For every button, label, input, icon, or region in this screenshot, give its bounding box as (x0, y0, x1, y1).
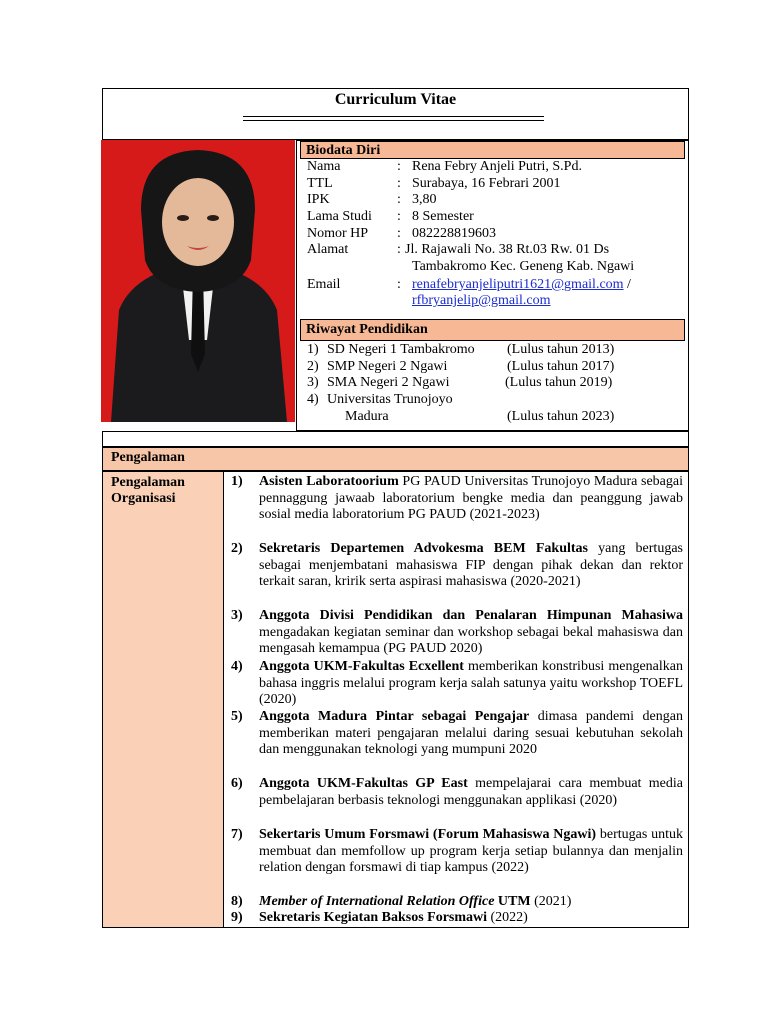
field-value: Jl. Rajawali No. 38 Rt.03 Rw. 01 Ds (405, 242, 610, 257)
person-photo-illustration (101, 140, 295, 422)
email-separator: / (623, 277, 631, 292)
item-title: Anggota Divisi Pendidikan dan Penalaran Himpunan Mahasiwa (259, 608, 683, 623)
experience-heading-row (102, 447, 689, 471)
item-num: 4) (231, 659, 243, 674)
item-num: 2) (231, 541, 243, 556)
item-num: 7) (231, 827, 243, 842)
email-value-2 (412, 293, 550, 309)
field-value: 082228819603 (412, 226, 496, 241)
email-link-1[interactable]: renafebryanjeliputri1621@gmail.com (412, 277, 624, 292)
item-title: Member of International Relation Office (259, 894, 495, 909)
item-num: 9) (231, 910, 243, 925)
experience-item (259, 910, 683, 927)
spacer-row (102, 431, 689, 447)
experience-item (259, 608, 683, 658)
profile-photo (101, 140, 295, 422)
field-value: Rena Febry Anjeli Putri, S.Pd. (412, 159, 582, 174)
experience-item (259, 659, 683, 709)
education-num: 3) (307, 375, 319, 390)
experience-item (259, 709, 683, 759)
item-title: Anggota UKM-Fakultas Ecxellent (259, 659, 464, 674)
field-value: 3,80 (412, 192, 437, 207)
field-label: TTL (307, 176, 333, 191)
item-title-suffix: UTM (494, 894, 531, 909)
education-school-continued: Madura (345, 409, 389, 424)
experience-item (259, 827, 683, 877)
experience-item (259, 776, 683, 809)
field-label: Nomor HP (307, 226, 369, 241)
item-title: Asisten Laboratoorium (259, 474, 399, 489)
item-desc: (2022) (487, 910, 528, 925)
field-colon: : (397, 277, 401, 292)
education-year: (Lulus tahun 2017) (507, 359, 615, 374)
item-title: Anggota Madura Pintar sebagai Pengajar (259, 709, 530, 724)
education-year: (Lulus tahun 2013) (507, 342, 615, 357)
item-desc: mengadakan kegiatan seminar dan workshop sebagai bekal mahasiswa dan mengasah kemampua (PG PAUD 2020) (259, 624, 683, 656)
item-num: 3) (231, 608, 243, 623)
field-colon: : (397, 159, 401, 174)
item-desc: dimasa pandemi dengan memberikan materi pengajaran melalui daring sesuai kebutuhan sekolah dan menggunakan teknologi yang mumpuni 2020 (259, 709, 683, 757)
field-label: Nama (307, 159, 341, 174)
item-desc: mempelajarai cara membuat media pembelajaran berbasis teknologi menggunakan applikasi (2020) (259, 776, 683, 808)
item-desc: PG PAUD Universitas Trunojoyo Madura sebagai pennaggung jawaab laboratorium bengke media dan peanggung jawab sosial media laboratorium PG PAUD (2021-2023) (259, 474, 683, 522)
experience-body (102, 471, 689, 928)
experience-heading: Pengalaman (111, 450, 185, 465)
item-title: Anggota UKM-Fakultas GP East (259, 776, 468, 791)
experience-category-cell (103, 472, 224, 927)
education-num: 4) (307, 392, 319, 407)
info-column (296, 140, 689, 431)
title-box (102, 88, 689, 140)
education-school: Universitas Trunojoyo (327, 392, 453, 407)
experience-category-text: Pengalaman Organisasi (111, 475, 185, 506)
field-colon: : (397, 209, 401, 224)
item-title: Sekertaris Umum Forsmawi (Forum Mahasiswa Ngawi) (259, 827, 597, 842)
experience-item (259, 474, 683, 524)
email-link-2[interactable]: rfbryanjelip@gmail.com (412, 293, 551, 308)
item-num: 1) (231, 474, 243, 489)
email-value (412, 277, 631, 293)
education-num: 2) (307, 359, 319, 374)
education-heading: Riwayat Pendidikan (300, 319, 685, 341)
biodata-heading: Biodata Diri (300, 141, 685, 159)
field-colon: : (397, 226, 401, 241)
education-school: SMA Negeri 2 Ngawi (327, 375, 450, 390)
title-underline-2 (243, 120, 544, 121)
item-num: 5) (231, 709, 243, 724)
field-value: 8 Semester (412, 209, 474, 224)
item-title: Sekretaris Departemen Advokesma BEM Fakultas (259, 541, 588, 556)
item-title: Sekretaris Kegiatan Baksos Forsmawi (259, 910, 488, 925)
field-label: Alamat (307, 242, 349, 257)
title-underline (243, 116, 544, 117)
item-desc: memberikan konstribusi mengenalkan bahasa inggris melalui program kerja salah satunya yaitu workshop TOEFL (2020) (259, 659, 683, 707)
education-school: SMP Negeri 2 Ngawi (327, 359, 448, 374)
education-year: (Lulus tahun 2023) (507, 409, 615, 424)
field-label: Lama Studi (307, 209, 372, 224)
experience-category (111, 475, 223, 507)
field-label: IPK (307, 192, 330, 207)
item-num: 8) (231, 894, 243, 909)
field-value-continued: Tambakromo Kec. Geneng Kab. Ngawi (412, 259, 635, 274)
education-num: 1) (307, 342, 319, 357)
item-desc: bertugas untuk membuat dan memfollow up program kerja setiap bulannya dan menjalin relation dengan forsmawi di tiap kampus (2022) (259, 827, 683, 875)
item-num: 6) (231, 776, 243, 791)
item-desc: (2021) (530, 894, 572, 909)
document-title: Curriculum Vitae (334, 91, 457, 108)
field-label: Email (307, 277, 341, 292)
field-colon: : (397, 192, 401, 207)
experience-item (259, 541, 683, 591)
education-year: (Lulus tahun 2019) (505, 375, 613, 390)
field-colon: : (397, 242, 401, 257)
field-colon: : (397, 176, 401, 191)
experience-item (259, 894, 683, 911)
education-school: SD Negeri 1 Tambakromo (327, 342, 475, 357)
field-value: Surabaya, 16 Febrari 2001 (412, 176, 561, 191)
item-desc: yang bertugas sebagai menjembatani mahasiswa FIP dengan pihak dekan dan rektor terkait saran, kririk serta aspirasi mahasiswa (2020-2021) (259, 541, 683, 589)
